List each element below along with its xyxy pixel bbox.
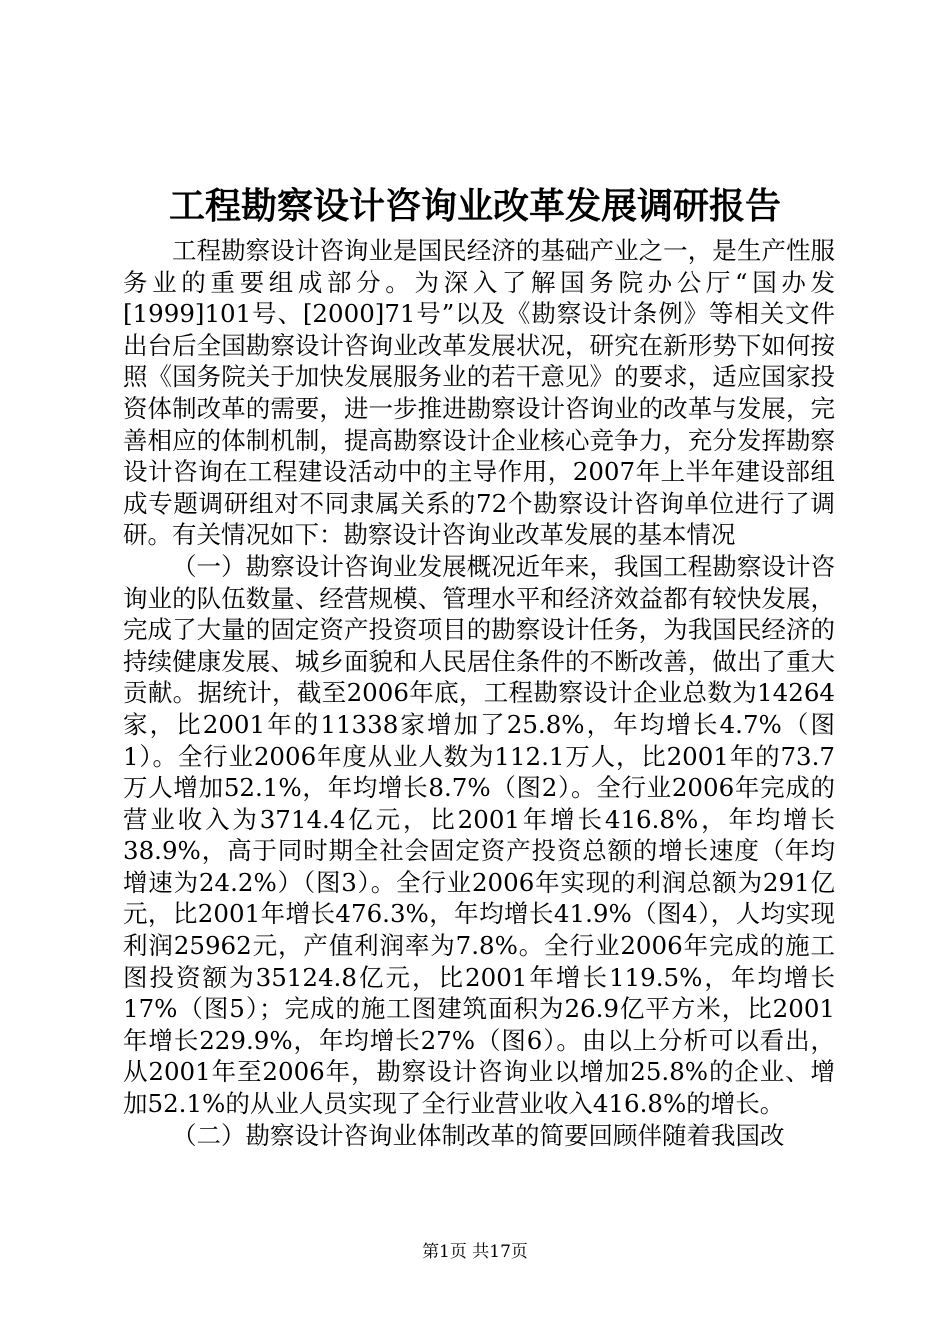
page-number-footer: 第1页 共17页 [422,1242,528,1262]
paragraph-intro: 工程勘察设计咨询业是国民经济的基础产业之一，是生产性服务业的重要组成部分。为深入了解国务院办公厅“国办发[1999]101号、[2000]71号”以及《勘察设计条例》等相关文件出台后全国勘察设计咨询业改革发展状况，研究在新形势下如何按照《国务院关于加快发展服务业的若干意见》的要求，适应国家投资体制改革的需要，进一步推进勘察设计咨询业的改革与发展，完善相应的体制机制，提高勘察设计企业核心竞争力，充分发挥勘察设计咨询在工程建设活动中的主导作用，2007年上半年建设部组成专题调研组对不同隶属关系的72个勘察设计咨询单位进行了调研。有关情况如下：勘察设计咨询业改革发展的基本情况 [123,236,835,550]
document-title: 工程勘察设计咨询业改革发展调研报告 [168,185,781,227]
paragraph-section-1: （一）勘察设计咨询业发展概况近年来，我国工程勘察设计咨询业的队伍数量、经营规模、管理水平和经济效益都有较快发展，完成了大量的固定资产投资项目的勘察设计任务，为我国民经济的持续健康发展、城乡面貌和人民居住条件的不断改善，做出了重大贡献。据统计，截至2006年底，工程勘察设计企业总数为14264家，比2001年的11338家增加了25.8%，年均增长4.7%（图1）。全行业2006年度从业人数为112.1万人，比2001年的73.7万人增加52.1%，年均增长8.7%（图2）。全行业2006年完成的营业收入为3714.4亿元，比2001年增长416.8%，年均增长38.9%，高于同时期全社会固定资产投资总额的增长速度（年均增速为24.2%）（图3）。全行业2006年实现的利润总额为291亿元，比2001年增长476.3%，年均增长41.9%（图4），人均实现利润25962元，产值利润率为7.8%。全行业2006年完成的施工图投资额为35124.8亿元，比2001年增长119.5%，年均增长17%（图5）；完成的施工图建筑面积为26.9亿平方米，比2001年增长229.9%，年均增长27%（图6）。由以上分析可以看出，从2001年至2006年，勘察设计咨询业以增加25.8%的企业、增加52.1%的从业人员实现了全行业营业收入416.8%的增长。 [123,551,835,1119]
document-body [123,235,835,1151]
paragraph-section-2: （二）勘察设计咨询业体制改革的简要回顾伴随着我国改 [172,1120,785,1150]
